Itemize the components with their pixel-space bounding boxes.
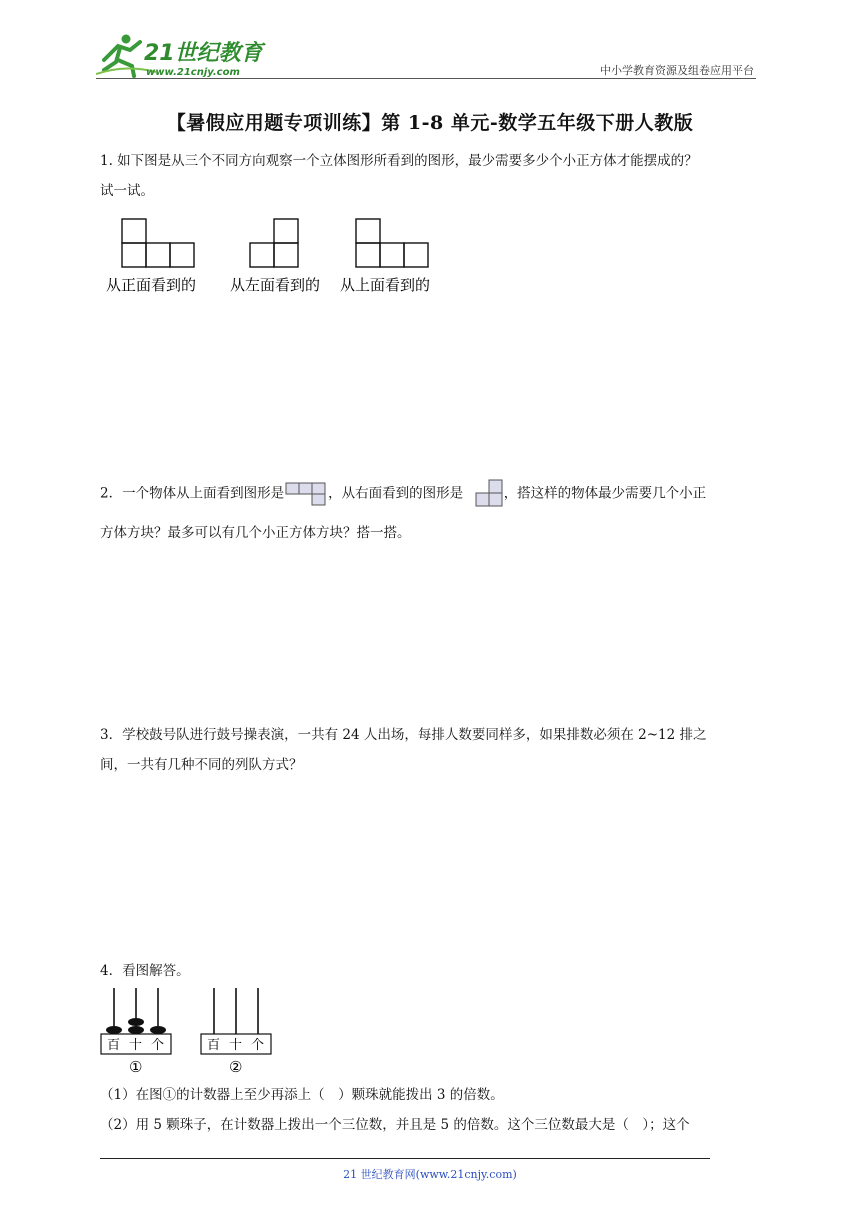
q2-text-c: ，搭这样的物体最少需要几个小正 — [503, 485, 707, 502]
abacus1-bead — [106, 1026, 122, 1034]
question-1 — [100, 146, 762, 206]
q4-sub2: （2）用 5 颗珠子，在计数器上拨出一个三位数，并且是 5 的倍数。这个三位数最大是（ ）；这个 — [100, 1117, 690, 1133]
site-logo — [96, 30, 266, 82]
question-2 — [100, 478, 762, 548]
abacus1-bead — [128, 1018, 144, 1026]
q2-top-view-figure — [284, 480, 328, 508]
q2-text-b: ，从右面看到的图形是 — [328, 485, 464, 502]
abacus1-bead — [128, 1026, 144, 1034]
abacus1-label-ones: 个 — [151, 1038, 165, 1053]
logo-url: www.21cnjy.com — [146, 67, 240, 78]
q3-line2: 间，一共有几种不同的列队方式？ — [100, 757, 303, 773]
abacus2-label-hundreds: 百 — [207, 1038, 221, 1053]
q2-right-view-figure — [472, 478, 504, 510]
page-title: 【暑假应用题专项训练】第 1-8 单元-数学五年级下册人教版 — [166, 112, 694, 134]
top-view — [356, 219, 428, 267]
q4-abacus-figure — [98, 984, 283, 1076]
question-3 — [100, 720, 762, 780]
q3-line1: 3．学校鼓号队进行鼓号操表演，一共有 24 人出场，每排人数要同样多，如果排数必须在 2~12 排之 — [100, 727, 707, 743]
abacus-2 — [201, 988, 271, 1076]
q2-line2: 方体方块？最多可以有几个小正方体方块？搭一搭。 — [100, 525, 411, 541]
q1-views-figure — [100, 214, 445, 300]
abacus2-mark: ② — [229, 1058, 243, 1076]
abacus2-label-ones: 个 — [251, 1038, 265, 1053]
question-4-heading: 4．看图解答。 — [100, 963, 190, 979]
header-divider — [96, 78, 756, 79]
left-view — [250, 219, 298, 267]
q2-line1 — [100, 478, 762, 510]
abacus-1 — [101, 988, 171, 1076]
left-view-label: 从左面看到的 — [230, 276, 321, 294]
platform-name: 中小学教育资源及组卷应用平台 — [600, 64, 754, 77]
footer-text: 21 世纪教育网(www.21cnjy.com) — [343, 1168, 517, 1181]
abacus1-mark: ① — [129, 1058, 143, 1076]
abacus1-label-tens: 十 — [129, 1038, 143, 1053]
footer-divider — [100, 1158, 710, 1159]
q2-text-a: 2．一个物体从上面看到图形是 — [100, 485, 285, 502]
logo-text: 21世纪教育 — [144, 41, 263, 66]
abacus1-label-hundreds: 百 — [107, 1038, 121, 1053]
q1-line2: 试一试。 — [100, 183, 154, 199]
top-view-label: 从上面看到的 — [340, 276, 431, 294]
abacus2-label-tens: 十 — [229, 1038, 243, 1053]
q1-line1: 1. 如下图是从三个不同方向观察一个立体图形所看到的图形，最少需要多少个小正方体才能摆成的？ — [100, 153, 698, 169]
question-4-subparts — [100, 1080, 762, 1140]
q4-sub1: （1）在图①的计数器上至少再添上（ ）颗珠就能拨出 3 的倍数。 — [100, 1087, 504, 1103]
front-view — [122, 219, 194, 267]
abacus1-bead — [150, 1026, 166, 1034]
front-view-label: 从正面看到的 — [106, 276, 197, 294]
